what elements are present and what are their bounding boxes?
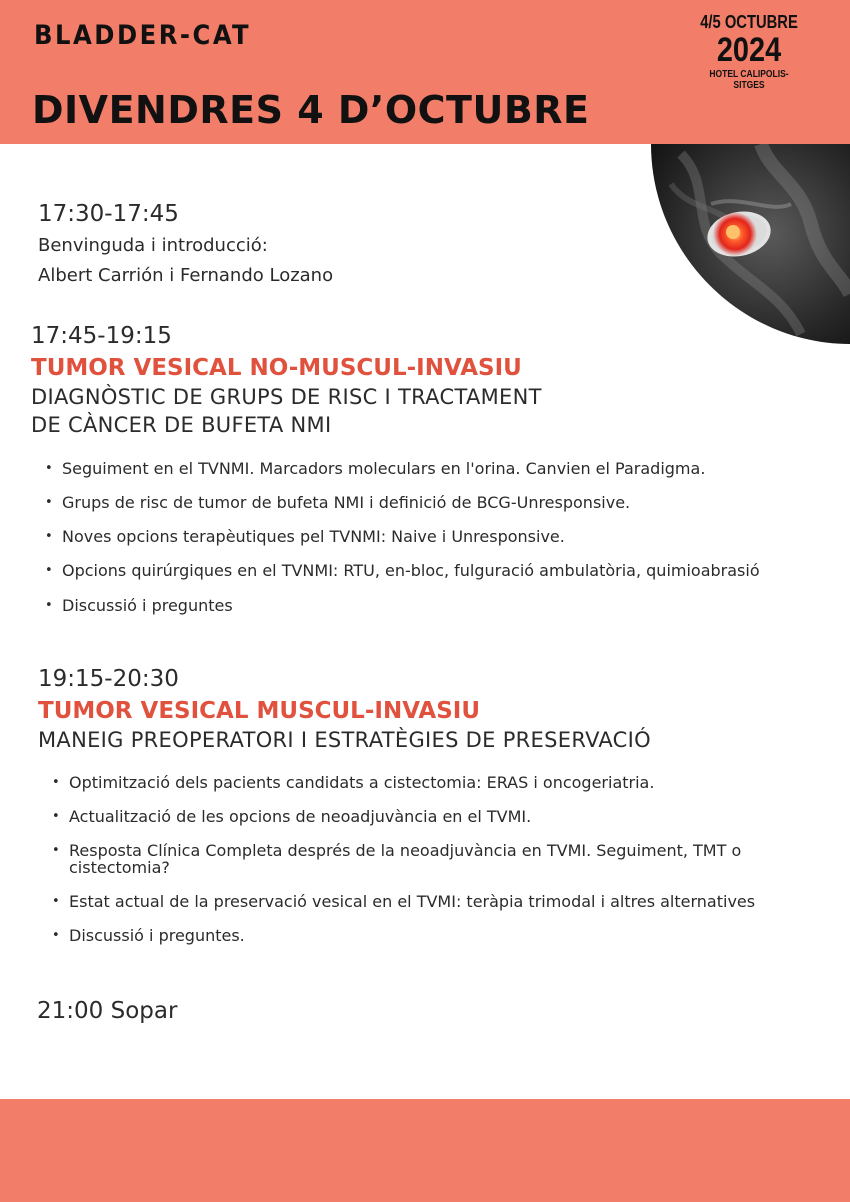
- list-item: • Discussió i preguntes: [38, 597, 828, 614]
- list-item: • Discussió i preguntes.: [45, 927, 835, 944]
- list-item: • Seguiment en el TVNMI. Marcadors moleculars en l'orina. Canvien el Paradigma.: [38, 460, 828, 477]
- list-item: • Estat actual de la preservació vesical en el TVMI: teràpia trimodal i altres alternatives: [45, 893, 835, 910]
- day-title: DIVENDRES 4 D’OCTUBRE: [32, 88, 590, 132]
- event-venue: HOTEL CALIPOLIS- SITGES: [709, 69, 789, 91]
- welcome-line: Benvinguda i introducció:: [38, 235, 268, 256]
- welcome-time: 17:30-17:45: [38, 201, 179, 227]
- event-info: [684, 12, 814, 91]
- session1-subtitle-line: DE CÀNCER DE BUFETA NMI: [31, 413, 332, 437]
- list-item: • Optimització dels pacients candidats a cistectomia: ERAS i oncogeriatria.: [45, 774, 835, 791]
- bladder-illustration: [651, 144, 850, 344]
- session1-topic-list: [38, 460, 828, 614]
- dinner-time: 21:00 Sopar: [37, 998, 178, 1024]
- header-banner: [0, 0, 850, 144]
- session2-title: TUMOR VESICAL MUSCUL-INVASIU: [38, 698, 481, 724]
- event-dates: 4/5 OCTUBRE: [700, 12, 798, 32]
- welcome-speakers: Albert Carrión i Fernando Lozano: [38, 265, 334, 286]
- list-item: • Grups de risc de tumor de bufeta NMI i definició de BCG-Unresponsive.: [38, 494, 828, 511]
- session1-subtitle-line: DIAGNÒSTIC DE GRUPS DE RISC I TRACTAMENT: [31, 385, 542, 409]
- brand-logo: BLADDER-CAT: [34, 20, 252, 51]
- list-item: • Actualització de les opcions de neoadjuvància en el TVMI.: [45, 808, 835, 825]
- session1-title: TUMOR VESICAL NO-MUSCUL-INVASIU: [31, 355, 522, 381]
- session1-time: 17:45-19:15: [31, 323, 172, 349]
- session2-topic-list: [45, 774, 835, 944]
- footer-banner: [0, 1099, 850, 1202]
- list-item: • Noves opcions terapèutiques pel TVNMI: Naive i Unresponsive.: [38, 528, 828, 545]
- session2-subtitle: MANEIG PREOPERATORI I ESTRATÈGIES DE PRESERVACIÓ: [38, 728, 651, 752]
- session1-subtitle: [31, 383, 542, 439]
- list-item: • Resposta Clínica Completa després de la neoadjuvància en TVMI. Seguiment, TMT o cistectomia?: [45, 842, 835, 876]
- list-item: • Opcions quirúrgiques en el TVNMI: RTU, en-bloc, fulguració ambulatòria, quimioabrasió: [38, 562, 828, 579]
- event-year: 2024: [716, 31, 782, 69]
- session2-time: 19:15-20:30: [38, 666, 179, 692]
